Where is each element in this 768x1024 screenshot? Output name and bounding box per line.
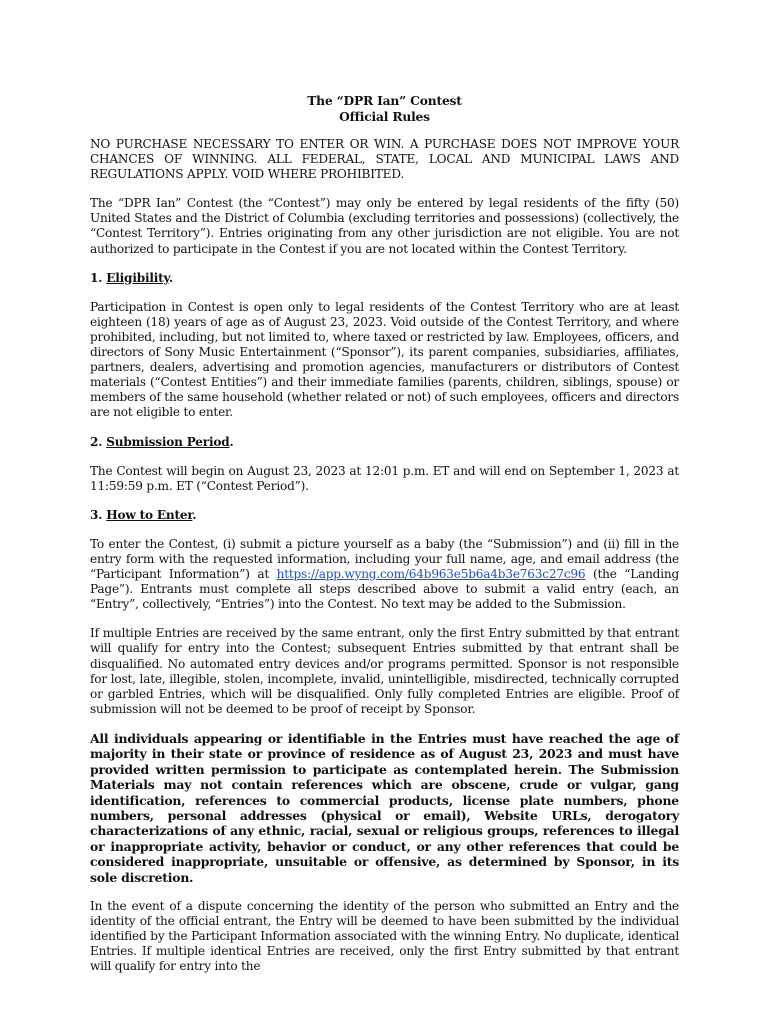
eligibility-heading: 1. Eligibility. <box>90 270 173 285</box>
section-title: Submission Period <box>106 434 230 449</box>
submission-period-paragraph: The Contest will begin on August 23, 2023 at 12:01 p.m. ET and will end on September 1, 2023 at 11:59:59 p.m. ET (“Contest Period”). <box>90 463 679 493</box>
section-title: How to Enter <box>106 507 193 522</box>
rules-title: Official Rules <box>339 108 430 124</box>
section-number: 1. <box>90 270 103 285</box>
contest-territory-paragraph: The “DPR Ian” Contest (the “Contest”) may only be entered by legal residents of the fifty (50) United States and the District of Columbia (excluding territories and possessions) (collectively, the “Contest Territory”). Entries originating from any other jurisdiction are not eligible. You are not authorized to participate in the Contest if you are not located within the Contest Territory. <box>90 196 679 256</box>
landing-page-link[interactable]: https://app.wyng.com/64b963e5b6a4b3e763c27c96 <box>276 567 586 582</box>
section-number: 2. <box>90 434 103 449</box>
entry-instructions: To enter the Contest, (i) submit a picture yourself as a baby (the “Submission”) and (ii) fill in the entry form with the requested information, including your full name, age, and email address (the “Participant Information”) at <box>90 536 679 582</box>
eligibility-paragraph: Participation in Contest is open only to legal residents of the Contest Territory who are at least eighteen (18) years of age as of August 23, 2023. Void outside of the Contest Territory, and where prohibited, including, but not limited to, where taxed or restricted by law. Employees, officers, and directors of Sony Music Entertainment (“Sponsor”), its parent companies, subsidiaries, affiliates, partners, dealers, advertising and promotion agencies, manufacturers or distributors of Contest materials (“Contest Entities”) and their immediate families (parents, children, siblings, spouse) or members of the same household (whether related or not) of such employees, officers and directors are not eligible to enter. <box>90 299 679 420</box>
how-to-enter-paragraph <box>90 537 679 612</box>
section-number: 3. <box>90 507 103 522</box>
submission-restrictions-paragraph: All individuals appearing or identifiable in the Entries must have reached the age of majority in their state or province of residence as of August 23, 2023 and must have provided written permission to participate as contemplated herein. The Submission Materials may not contain references which are obscene, crude or vulgar, gang identification, references to commercial products, license plate numbers, phone numbers, personal addresses (physical or email), Website URLs, derogatory characterizations of any ethnic, racial, sexual or religious groups, references to illegal or inappropriate activity, behavior or conduct, or any other references that could be considered inappropriate, unsuitable or offensive, as determined by Sponsor, in its sole discretion. <box>90 730 679 885</box>
document-title <box>90 93 679 124</box>
dispute-paragraph-container <box>90 898 679 974</box>
entry-instructions-continued: (the “Landing Page”). Entrants must complete all steps described above to submit a valid entry (each, an “Entry”, collectively, “Entries”) into the Contest. No text may be added to the Submission. <box>90 567 680 612</box>
dispute-paragraph: In the event of a dispute concerning the identity of the person who submitted an Entry and the identity of the official entrant, the Entry will be deemed to have been submitted by the individual identified by the Participant Information associated with the winning Entry. No duplicate, identical Entries. If multiple identical Entries are received, only the first Entry submitted by that entrant will qualify for entry into the <box>90 898 679 974</box>
multiple-entries-paragraph: If multiple Entries are received by the same entrant, only the first Entry submitted by that entrant will qualify for entry into the Contest; subsequent Entries submitted by that entrant shall be disqualified. No automated entry devices and/or programs permitted. Sponsor is not responsible for lost, late, illegible, stolen, incomplete, invalid, unintelligible, misdirected, technically corrupted or garbled Entries, which will be disqualified. Only fully completed Entries are eligible. Proof of submission will not be deemed to be proof of receipt by Sponsor. <box>90 626 679 716</box>
submission-period-heading: 2. Submission Period. <box>90 434 234 449</box>
rules-document <box>90 93 680 974</box>
contest-title: The “DPR Ian” Contest <box>307 93 462 108</box>
no-purchase-notice: NO PURCHASE NECESSARY TO ENTER OR WIN. A PURCHASE DOES NOT IMPROVE YOUR CHANCES OF WINNING. ALL FEDERAL, STATE, LOCAL AND MUNICIPAL LAWS AND REGULATIONS APPLY. VOID WHERE PROHIBITED. <box>90 137 679 182</box>
section-title: Eligibility <box>106 270 169 285</box>
how-to-enter-heading: 3. How to Enter. <box>90 507 197 522</box>
